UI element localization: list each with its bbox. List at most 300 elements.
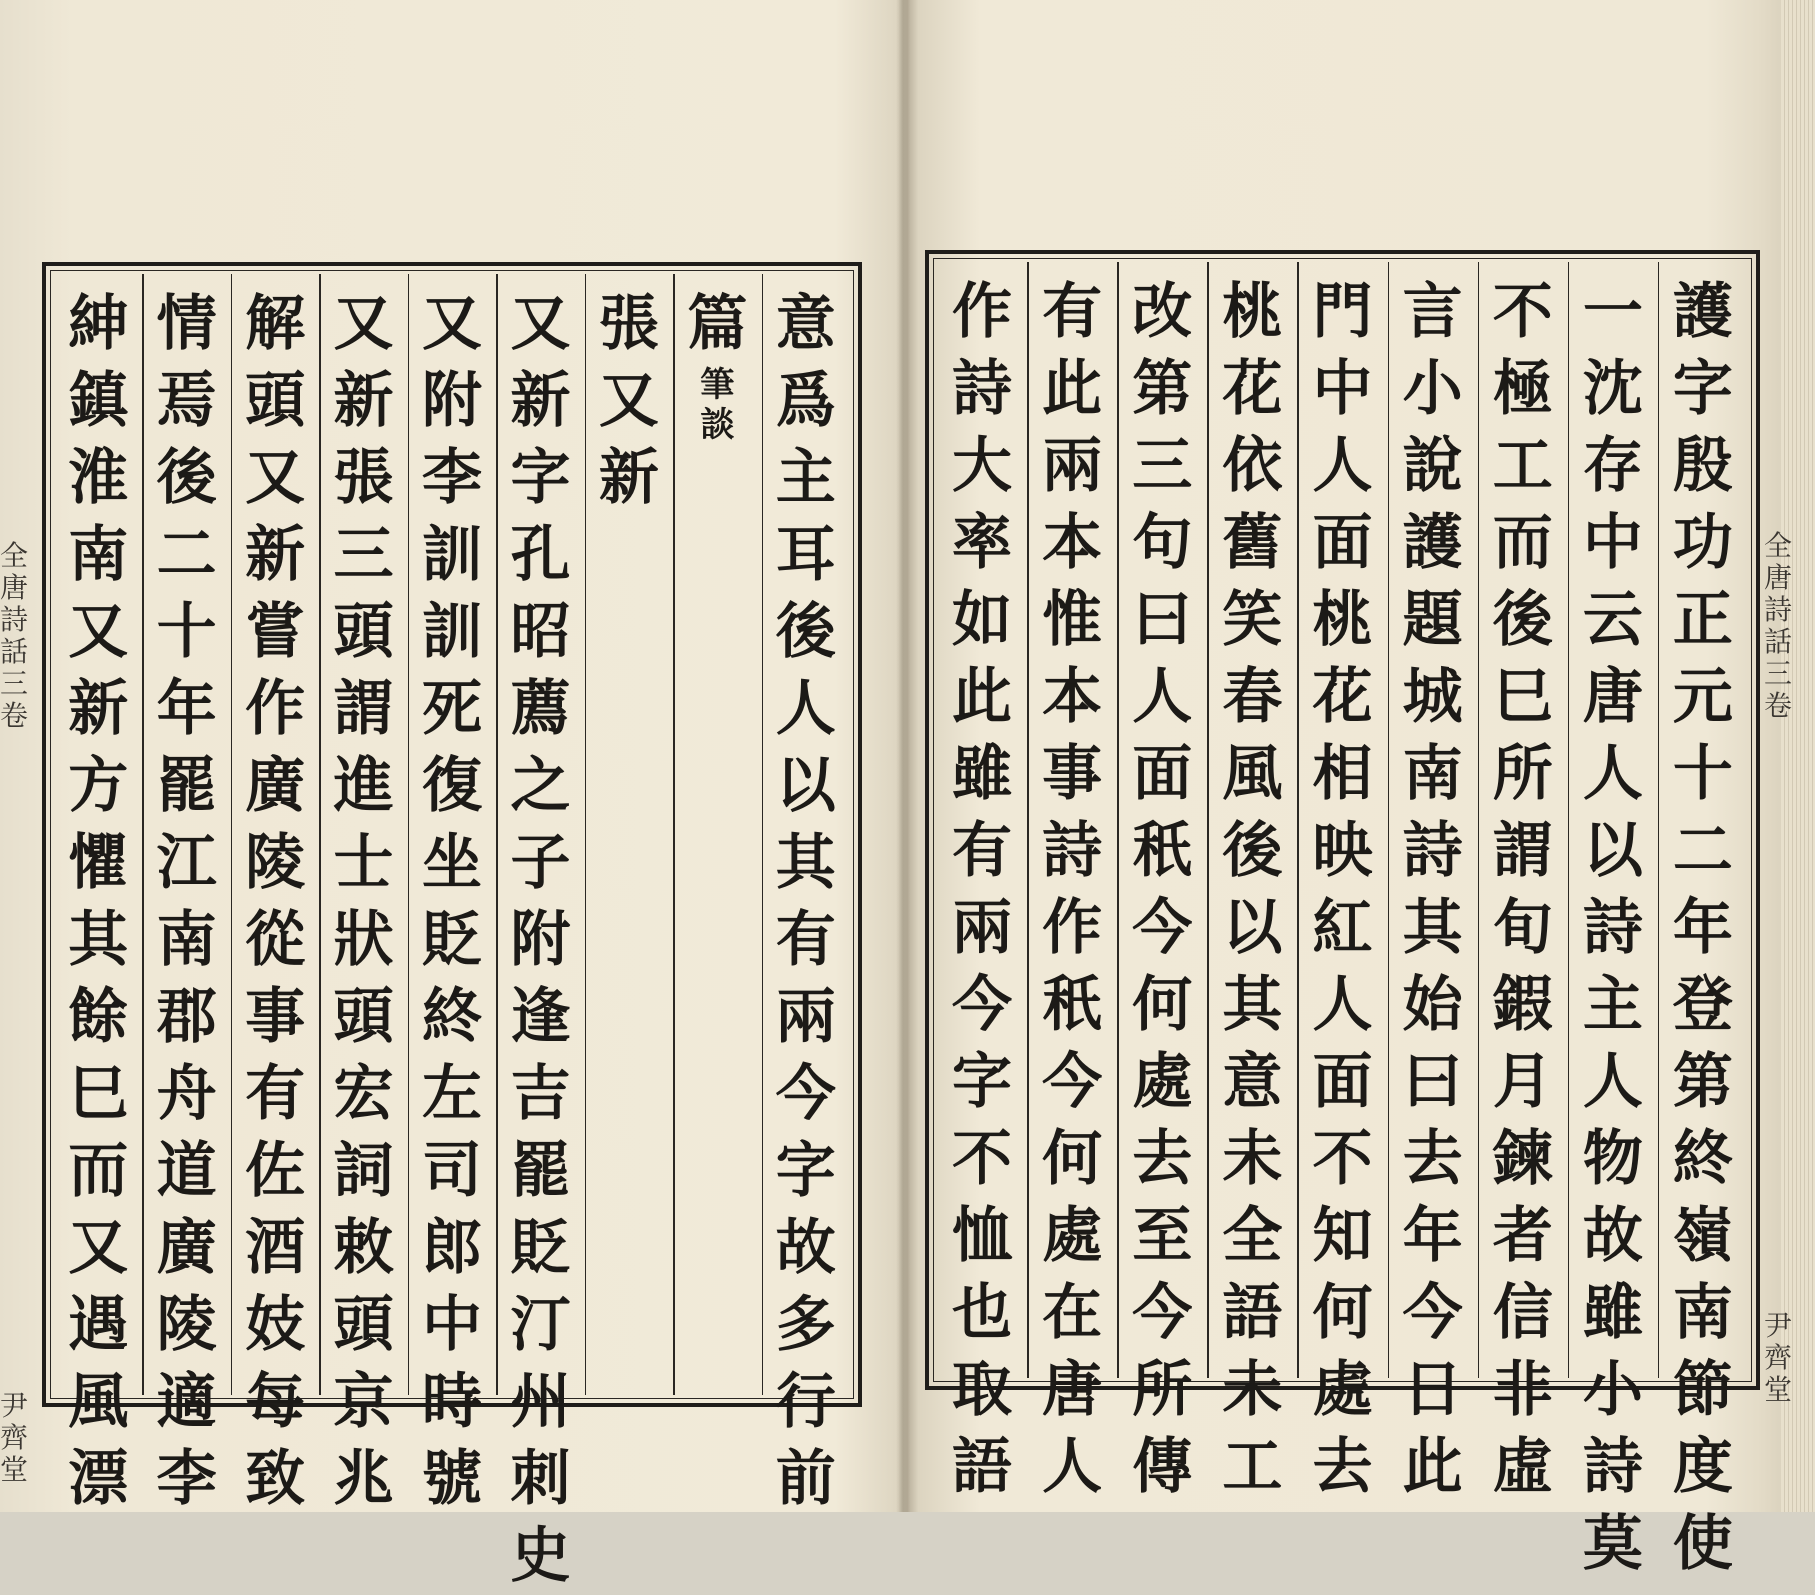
glyph: 三: [333, 520, 394, 590]
glyph: 宏: [333, 1059, 394, 1129]
right-margin-title: [1764, 530, 1792, 722]
glyph: 非: [1492, 1355, 1553, 1425]
glyph: 後: [775, 597, 836, 667]
glyph: 舟: [156, 1059, 217, 1129]
glyph: 度: [1672, 1432, 1733, 1502]
right-margin-publisher: [1764, 1310, 1792, 1406]
glyph: 說: [1402, 431, 1463, 501]
glyph: 爲: [775, 366, 836, 436]
right-page-column-6: [1207, 274, 1297, 1506]
glyph: 又: [68, 1213, 129, 1283]
glyph: 餘: [68, 982, 129, 1052]
glyph: 年: [1402, 1201, 1463, 1271]
glyph: 又: [333, 289, 394, 359]
glyph: 每: [245, 1367, 306, 1437]
glyph: 作: [245, 674, 306, 744]
glyph: 意: [775, 289, 836, 359]
glyph: 南: [1672, 1278, 1733, 1348]
glyph: 多: [775, 1290, 836, 1360]
glyph: 前: [775, 1444, 836, 1514]
glyph: 南: [156, 905, 217, 975]
glyph: 知: [1312, 1201, 1373, 1271]
glyph: 秖: [1132, 816, 1193, 886]
glyph: 句: [1132, 508, 1193, 578]
glyph: 訓: [421, 520, 482, 590]
glyph: 今: [1042, 1047, 1103, 1117]
glyph: 不: [952, 1124, 1013, 1194]
glyph: 第: [1672, 1047, 1733, 1117]
glyph: 坐: [421, 828, 482, 898]
glyph: 護: [1672, 277, 1733, 347]
glyph: 新: [598, 443, 659, 513]
glyph: 逢: [510, 982, 571, 1052]
glyph: 致: [245, 1444, 306, 1514]
glyph: 詩: [1582, 893, 1643, 963]
glyph: 元: [1672, 662, 1733, 732]
glyph: 面: [1312, 1047, 1373, 1117]
glyph: 齊: [1764, 1341, 1793, 1374]
glyph: 其: [775, 828, 836, 898]
glyph: 不: [1492, 277, 1553, 347]
glyph: 號: [421, 1444, 482, 1514]
glyph: 恤: [952, 1201, 1013, 1271]
glyph: 惟: [1042, 585, 1103, 655]
left-margin-publisher: [0, 1390, 28, 1486]
glyph: 今: [775, 1059, 836, 1129]
glyph: 後: [156, 443, 217, 513]
glyph: 全: [1764, 529, 1793, 562]
glyph: 進: [333, 751, 394, 821]
glyph: 面: [1312, 508, 1373, 578]
glyph: 在: [1042, 1278, 1103, 1348]
glyph: 詩: [952, 354, 1013, 424]
glyph: 三: [1132, 431, 1193, 501]
glyph: 陵: [245, 828, 306, 898]
glyph: 以: [1222, 893, 1283, 963]
glyph: 去: [1402, 1124, 1463, 1194]
glyph: 曰: [1132, 585, 1193, 655]
glyph: 而: [1492, 508, 1553, 578]
glyph: 鍊: [1492, 1124, 1553, 1194]
glyph: 月: [1492, 1047, 1553, 1117]
glyph: 又: [421, 289, 482, 359]
glyph: 作: [1042, 893, 1103, 963]
glyph: 唐: [1582, 662, 1643, 732]
left-page-column-2: [673, 286, 761, 363]
glyph: 桃: [1312, 585, 1373, 655]
glyph: 故: [1582, 1201, 1643, 1271]
glyph: 新: [333, 366, 394, 436]
glyph: 花: [1312, 662, 1373, 732]
left-margin-title: [0, 540, 28, 732]
glyph: 此: [1402, 1432, 1463, 1502]
right-page-column-3: [1478, 274, 1568, 1506]
glyph: 有: [952, 816, 1013, 886]
glyph: 時: [421, 1367, 482, 1437]
glyph: 嘗: [245, 597, 306, 667]
glyph: 兩: [1042, 431, 1103, 501]
glyph: 妓: [245, 1290, 306, 1360]
glyph: 人: [1582, 739, 1643, 809]
glyph: 本: [1042, 662, 1103, 732]
glyph: 又: [245, 443, 306, 513]
glyph: 兩: [775, 982, 836, 1052]
glyph: 敕: [333, 1213, 394, 1283]
glyph: 城: [1402, 662, 1463, 732]
glyph: 話: [1764, 625, 1793, 658]
glyph: 主: [1582, 970, 1643, 1040]
glyph: 司: [421, 1136, 482, 1206]
glyph: 適: [156, 1367, 217, 1437]
glyph: 巳: [68, 1059, 129, 1129]
glyph: 解: [245, 289, 306, 359]
glyph: 作: [952, 277, 1013, 347]
glyph: 其: [1402, 893, 1463, 963]
glyph: 唐: [0, 571, 29, 604]
glyph: 貶: [421, 905, 482, 975]
glyph: 吉: [510, 1059, 571, 1129]
right-page-column-9: [937, 274, 1027, 1506]
glyph: 堂: [1764, 1373, 1793, 1406]
glyph: 李: [421, 443, 482, 513]
glyph: 訓: [421, 597, 482, 667]
glyph: 虛: [1492, 1432, 1553, 1502]
left-page-column-6: [319, 286, 407, 1518]
glyph: 江: [156, 828, 217, 898]
glyph: 正: [1672, 585, 1733, 655]
glyph: 唐: [1764, 561, 1793, 594]
glyph: 耳: [775, 520, 836, 590]
glyph: 笑: [1222, 585, 1283, 655]
glyph: 何: [1042, 1124, 1103, 1194]
glyph: 懼: [68, 828, 129, 898]
glyph: 故: [775, 1213, 836, 1283]
glyph: 尹: [1764, 1309, 1793, 1342]
glyph: 何: [1312, 1278, 1373, 1348]
glyph: 人: [1042, 1432, 1103, 1502]
glyph: 堂: [0, 1453, 29, 1486]
glyph: 率: [952, 508, 1013, 578]
glyph: 意: [1222, 1047, 1283, 1117]
glyph: 而: [68, 1136, 129, 1206]
glyph: 有: [1042, 277, 1103, 347]
glyph: 終: [421, 982, 482, 1052]
glyph: 去: [1312, 1432, 1373, 1502]
glyph: 面: [1132, 739, 1193, 809]
glyph: 至: [1132, 1201, 1193, 1271]
glyph: 又: [598, 366, 659, 436]
glyph: 尹: [0, 1389, 29, 1422]
glyph: 卷: [1764, 689, 1793, 722]
glyph: 紳: [68, 289, 129, 359]
glyph: 去: [1132, 1124, 1193, 1194]
glyph: 附: [510, 905, 571, 975]
glyph: 左: [421, 1059, 482, 1129]
glyph: 今: [952, 970, 1013, 1040]
glyph: 功: [1672, 508, 1733, 578]
glyph: 方: [68, 751, 129, 821]
glyph: 焉: [156, 366, 217, 436]
glyph: 依: [1222, 431, 1283, 501]
glyph: 陵: [156, 1290, 217, 1360]
glyph: 詞: [333, 1136, 394, 1206]
left-page-frame: [42, 262, 862, 1591]
glyph: 罷: [510, 1136, 571, 1206]
glyph: 也: [952, 1278, 1013, 1348]
glyph: 字: [1672, 354, 1733, 424]
right-page-column-7: [1117, 274, 1207, 1506]
glyph: 後: [1222, 816, 1283, 886]
right-page-column-1: [1658, 274, 1748, 1583]
glyph: 所: [1132, 1355, 1193, 1425]
glyph: 相: [1312, 739, 1373, 809]
glyph: 第: [1132, 354, 1193, 424]
glyph: 人: [1312, 970, 1373, 1040]
glyph: 莫: [1582, 1509, 1643, 1579]
glyph: 日: [1402, 1355, 1463, 1425]
glyph: 人: [1312, 431, 1373, 501]
glyph: 紅: [1312, 893, 1373, 963]
glyph: 未: [1222, 1124, 1283, 1194]
glyph: 佐: [245, 1136, 306, 1206]
glyph: 兆: [333, 1444, 394, 1514]
glyph: 中: [421, 1290, 482, 1360]
glyph: 桃: [1222, 277, 1283, 347]
glyph: 新: [68, 674, 129, 744]
glyph: 新: [245, 520, 306, 590]
glyph: 其: [1222, 970, 1283, 1040]
glyph: 篇: [687, 289, 748, 359]
glyph: 郡: [156, 982, 217, 1052]
glyph: 存: [1582, 431, 1643, 501]
glyph: 張: [598, 289, 659, 359]
glyph: 罷: [156, 751, 217, 821]
glyph: 曰: [1402, 1047, 1463, 1117]
glyph: 謂: [1492, 816, 1553, 886]
glyph: 謂: [333, 674, 394, 744]
right-page-column-4: [1388, 274, 1478, 1506]
glyph: 頭: [333, 982, 394, 1052]
glyph: 如: [952, 585, 1013, 655]
glyph: 情: [156, 289, 217, 359]
glyph: 所: [1492, 739, 1553, 809]
glyph: 改: [1132, 277, 1193, 347]
glyph: 道: [156, 1136, 217, 1206]
glyph: 人: [1132, 662, 1193, 732]
glyph: 汀: [510, 1290, 571, 1360]
glyph: 刺: [510, 1444, 571, 1514]
glyph: 南: [68, 520, 129, 590]
glyph: 使: [1672, 1509, 1733, 1579]
glyph: 中: [1582, 508, 1643, 578]
glyph: 遇: [68, 1290, 129, 1360]
left-page-column-4: [496, 286, 584, 1595]
glyph: 全: [1222, 1201, 1283, 1271]
glyph: 詩: [1042, 816, 1103, 886]
glyph: 談: [700, 405, 735, 445]
glyph: 以: [775, 751, 836, 821]
glyph: 有: [245, 1059, 306, 1129]
glyph: 處: [1312, 1355, 1373, 1425]
glyph: 主: [775, 443, 836, 513]
glyph: 大: [952, 431, 1013, 501]
glyph: 舊: [1222, 508, 1283, 578]
left-page-column-3: [585, 286, 673, 517]
glyph: 風: [68, 1367, 129, 1437]
glyph: 又: [510, 289, 571, 359]
glyph: 新: [510, 366, 571, 436]
glyph: 人: [775, 674, 836, 744]
book-gutter: [896, 0, 910, 1512]
glyph: 一: [1582, 277, 1643, 347]
glyph: 話: [0, 635, 29, 668]
glyph: 此: [952, 662, 1013, 732]
glyph: 京: [333, 1367, 394, 1437]
glyph: 風: [1222, 739, 1283, 809]
glyph: 鍜: [1492, 970, 1553, 1040]
glyph: 有: [775, 905, 836, 975]
glyph: 者: [1492, 1201, 1553, 1271]
glyph: 鎮: [68, 366, 129, 436]
glyph: 十: [156, 597, 217, 667]
column-rule: [673, 274, 675, 1395]
glyph: 登: [1672, 970, 1733, 1040]
glyph: 節: [1672, 1355, 1733, 1425]
glyph: 三: [0, 667, 29, 700]
glyph: 州: [510, 1367, 571, 1437]
glyph: 唐: [1042, 1355, 1103, 1425]
glyph: 三: [1764, 657, 1793, 690]
glyph: 字: [775, 1136, 836, 1206]
glyph: 言: [1402, 277, 1463, 347]
right-page-column-2: [1568, 274, 1658, 1583]
glyph: 字: [510, 443, 571, 513]
glyph: 頭: [245, 366, 306, 436]
glyph: 後: [1492, 585, 1553, 655]
glyph: 雖: [1582, 1278, 1643, 1348]
right-page-frame: [925, 250, 1760, 1579]
glyph: 處: [1132, 1047, 1193, 1117]
left-page-column-1: [762, 286, 850, 1518]
fore-edge: [1781, 0, 1815, 1512]
glyph: 事: [245, 982, 306, 1052]
glyph: 詩: [1402, 816, 1463, 886]
glyph: 信: [1492, 1278, 1553, 1348]
glyph: 又: [68, 597, 129, 667]
glyph: 張: [333, 443, 394, 513]
glyph: 小: [1402, 354, 1463, 424]
glyph: 物: [1582, 1124, 1643, 1194]
glyph: 史: [510, 1521, 571, 1591]
glyph: 處: [1042, 1201, 1103, 1271]
glyph: 全: [0, 539, 29, 572]
glyph: 未: [1222, 1355, 1283, 1425]
glyph: 工: [1492, 431, 1553, 501]
glyph: 取: [952, 1355, 1013, 1425]
glyph: 昭: [510, 597, 571, 667]
glyph: 狀: [333, 905, 394, 975]
glyph: 花: [1222, 354, 1283, 424]
glyph: 事: [1042, 739, 1103, 809]
glyph: 附: [421, 366, 482, 436]
glyph: 字: [952, 1047, 1013, 1117]
glyph: 此: [1042, 354, 1103, 424]
glyph: 子: [510, 828, 571, 898]
glyph: 其: [68, 905, 129, 975]
glyph: 不: [1312, 1124, 1373, 1194]
glyph: 酒: [245, 1213, 306, 1283]
glyph: 卷: [0, 699, 29, 732]
glyph: 門: [1312, 277, 1373, 347]
right-page-column-5: [1297, 274, 1387, 1506]
left-page-column-8: [142, 286, 230, 1518]
glyph: 十: [1672, 739, 1733, 809]
glyph: 殷: [1672, 431, 1733, 501]
glyph: 人: [1582, 1047, 1643, 1117]
glyph: 今: [1402, 1278, 1463, 1348]
glyph: 從: [245, 905, 306, 975]
glyph: 語: [952, 1432, 1013, 1502]
glyph: 春: [1222, 662, 1283, 732]
glyph: 淮: [68, 443, 129, 513]
glyph: 李: [156, 1444, 217, 1514]
glyph: 護: [1402, 508, 1463, 578]
left-page-column-9: [54, 286, 142, 1518]
glyph: 嶺: [1672, 1201, 1733, 1271]
glyph: 頭: [333, 1290, 394, 1360]
glyph: 旬: [1492, 893, 1553, 963]
glyph: 齊: [0, 1421, 29, 1454]
glyph: 年: [156, 674, 217, 744]
glyph: 之: [510, 751, 571, 821]
glyph: 終: [1672, 1124, 1733, 1194]
glyph: 死: [421, 674, 482, 744]
glyph: 中: [1312, 354, 1373, 424]
right-page-column-8: [1027, 274, 1117, 1506]
glyph: 沈: [1582, 354, 1643, 424]
glyph: 士: [333, 828, 394, 898]
left-page-column-5: [408, 286, 496, 1518]
glyph: 貶: [510, 1213, 571, 1283]
glyph: 年: [1672, 893, 1733, 963]
glyph: 行: [775, 1367, 836, 1437]
glyph: 工: [1222, 1432, 1283, 1502]
glyph: 秖: [1042, 970, 1103, 1040]
glyph: 始: [1402, 970, 1463, 1040]
glyph: 詩: [1582, 1432, 1643, 1502]
glyph: 映: [1312, 816, 1373, 886]
glyph: 傳: [1132, 1432, 1193, 1502]
glyph: 郎: [421, 1213, 482, 1283]
glyph: 今: [1132, 1278, 1193, 1348]
glyph: 詩: [1764, 593, 1793, 626]
glyph: 二: [156, 520, 217, 590]
glyph: 以: [1582, 816, 1643, 886]
glyph: 孔: [510, 520, 571, 590]
glyph: 頭: [333, 597, 394, 667]
glyph: 何: [1132, 970, 1193, 1040]
glyph: 薦: [510, 674, 571, 744]
glyph: 詩: [0, 603, 29, 636]
glyph: 雖: [952, 739, 1013, 809]
glyph: 本: [1042, 508, 1103, 578]
glyph: 極: [1492, 354, 1553, 424]
left-page-column-2-note: [699, 365, 735, 445]
glyph: 語: [1222, 1278, 1283, 1348]
glyph: 題: [1402, 585, 1463, 655]
glyph: 廣: [245, 751, 306, 821]
glyph: 筆: [700, 365, 735, 405]
